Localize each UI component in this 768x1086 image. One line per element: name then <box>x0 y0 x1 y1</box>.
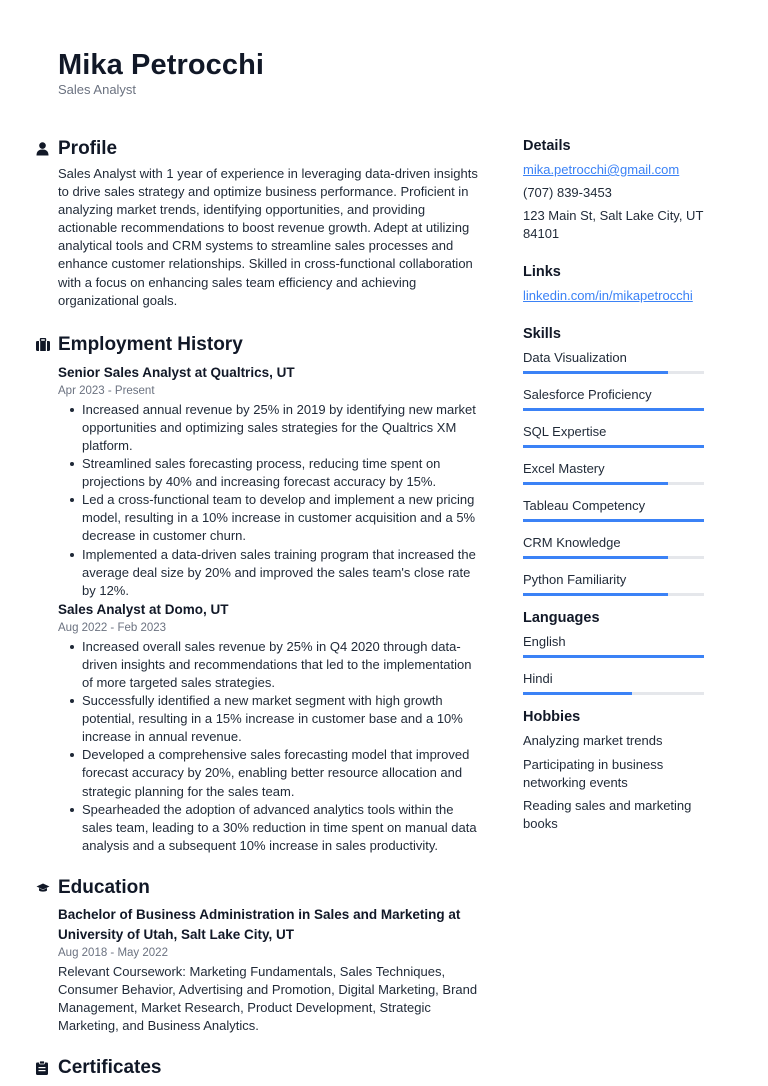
linkedin-link-text[interactable]: linkedin.com/in/mikapetrocchi <box>523 288 693 304</box>
employment-section <box>36 332 484 855</box>
skill-level-bar <box>523 371 704 374</box>
language-level-fill <box>523 692 632 695</box>
education-title: Education <box>58 876 150 898</box>
certificate-icon <box>36 1061 58 1075</box>
skills-section <box>523 324 729 596</box>
bullet-item: Increased overall sales revenue by 25% in Q4 2020 through data-driven insights and recommendations that led to the implementation of more targeted sales strategies. <box>68 638 484 692</box>
language-level-bar <box>523 655 704 658</box>
degree-title: Bachelor of Business Administration in Sales and Marketing at University of Utah, Salt Lake City, UT <box>58 906 461 942</box>
job-title: Senior Sales Analyst at Qualtrics, UT <box>58 364 295 380</box>
links-heading: Links <box>523 264 561 281</box>
job-entry <box>58 600 484 855</box>
job-bullets <box>68 638 484 855</box>
address-text: 123 Main St, Salt Lake City, UT 84101 <box>523 208 704 242</box>
language-level-fill <box>523 655 704 658</box>
skill-level-fill <box>523 408 704 411</box>
skill-level-bar <box>523 482 704 485</box>
skill-level-fill <box>523 445 704 448</box>
hobbies-heading: Hobbies <box>523 709 581 726</box>
bullet-item: Led a cross-functional team to develop and implement a new pricing model, resulting in a 10% increase in customer acquisition and a 5% decrease in customer churn. <box>68 491 484 545</box>
education-date: Aug 2018 - May 2022 <box>58 946 168 959</box>
profile-section <box>36 136 484 310</box>
bullet-item: Developed a comprehensive sales forecasting model that improved forecast accuracy by 20%, enabling better resource allocation and strategic planning for the sales team. <box>68 746 484 800</box>
skill-level-fill <box>523 556 668 559</box>
bullet-item: Streamlined sales forecasting process, reducing time spent on projections by 40% and increasing forecast accuracy by 15%. <box>68 455 484 491</box>
language-item <box>523 633 729 658</box>
skill-item <box>523 423 729 448</box>
candidate-role: Sales Analyst <box>58 82 137 97</box>
employment-heading <box>36 332 484 358</box>
sidebar-column <box>523 136 729 833</box>
certificates-title: Certificates <box>58 1057 162 1079</box>
skill-name: CRM Knowledge <box>523 535 621 551</box>
bullet-item: Increased annual revenue by 25% in 2019 by identifying new market opportunities and optimizing sales strategies for the Qualtrics XM platform. <box>68 401 484 455</box>
language-level-bar <box>523 692 704 695</box>
skill-level-bar <box>523 556 704 559</box>
profile-heading <box>36 136 484 162</box>
education-entry <box>58 905 484 1035</box>
skill-name: Salesforce Proficiency <box>523 387 652 403</box>
language-item <box>523 670 729 695</box>
skill-name: Excel Mastery <box>523 461 605 477</box>
job-entry <box>58 363 484 600</box>
skill-item <box>523 349 729 374</box>
skill-item <box>523 497 729 522</box>
skill-name: Tableau Competency <box>523 498 646 514</box>
skill-level-fill <box>523 482 668 485</box>
skill-name: SQL Expertise <box>523 424 607 440</box>
languages-section <box>523 608 729 695</box>
email-link-text[interactable]: mika.petrocchi@gmail.com <box>523 162 680 177</box>
profile-title: Profile <box>58 138 118 159</box>
education-section <box>36 875 484 1035</box>
job-date: Aug 2022 - Feb 2023 <box>58 621 167 634</box>
hobby-item: Participating in business networking events <box>523 756 664 790</box>
hobby-item: Reading sales and marketing books <box>523 797 692 831</box>
skill-item <box>523 571 729 596</box>
hobbies-section <box>523 707 729 832</box>
candidate-name: Mika Petrocchi <box>58 49 265 81</box>
resume-header <box>58 48 264 98</box>
languages-heading: Languages <box>523 610 600 627</box>
skill-name: Python Familiarity <box>523 572 627 588</box>
skill-level-bar <box>523 593 704 596</box>
employment-title: Employment History <box>58 333 243 355</box>
bullet-item: Successfully identified a new market segment with high growth potential, resulting in a 15% increase in customer base and a 10% increase in annual revenue. <box>68 692 484 746</box>
person-icon <box>36 142 58 156</box>
briefcase-icon <box>36 338 58 351</box>
phone-number: (707) 839-3453 <box>523 185 612 201</box>
skill-level-fill <box>523 371 668 374</box>
details-section <box>523 136 729 243</box>
coursework-text: Relevant Coursework: Marketing Fundamentals, Sales Techniques, Consumer Behavior, Advertising and Promotion, Digital Marketing, Brand Management, Market Research, Product Development, Strategic Marketing, and Business Analytics. <box>58 963 478 1034</box>
hobby-item: Analyzing market trends <box>523 733 663 749</box>
certificates-heading <box>36 1055 484 1081</box>
skill-level-fill <box>523 593 668 596</box>
skill-item <box>523 460 729 485</box>
skill-level-bar <box>523 445 704 448</box>
skills-heading: Skills <box>523 326 561 343</box>
email-link[interactable] <box>523 161 729 179</box>
job-bullets <box>68 401 484 600</box>
main-column <box>36 136 484 1081</box>
profile-summary: Sales Analyst with 1 year of experience in leveraging data-driven insights to drive sales strategy and optimize business performance. Proficient in analyzing market trends, identifying opportunities, and providing actionable recommendations to boost revenue growth. Adept at utilizing analytical tools and CRM systems to streamline sales processes and enhance customer relationships. Skilled in cross-functional collaboration with a focus on enhancing sales team efficiency and achieving organizational goals. <box>58 166 478 308</box>
graduation-cap-icon <box>36 883 58 893</box>
education-heading <box>36 875 484 901</box>
skill-name: Data Visualization <box>523 350 627 366</box>
language-name: Hindi <box>523 671 553 687</box>
certificates-section <box>36 1055 484 1081</box>
job-title: Sales Analyst at Domo, UT <box>58 601 229 617</box>
details-heading: Details <box>523 138 571 154</box>
skill-level-bar <box>523 519 704 522</box>
skill-item <box>523 534 729 559</box>
job-date: Apr 2023 - Present <box>58 384 155 397</box>
language-name: English <box>523 634 566 650</box>
bullet-item: Spearheaded the adoption of advanced analytics tools within the sales team, leading to a 30% reduction in time spent on manual data analysis and a subsequent 10% increase in sales productivity. <box>68 801 484 855</box>
skill-level-fill <box>523 519 704 522</box>
skill-item <box>523 386 729 411</box>
linkedin-link[interactable] <box>523 287 729 305</box>
skill-level-bar <box>523 408 704 411</box>
links-section <box>523 262 729 305</box>
bullet-item: Implemented a data-driven sales training program that increased the average deal size by 20% and improved the sales team's close rate by 12%. <box>68 546 484 600</box>
